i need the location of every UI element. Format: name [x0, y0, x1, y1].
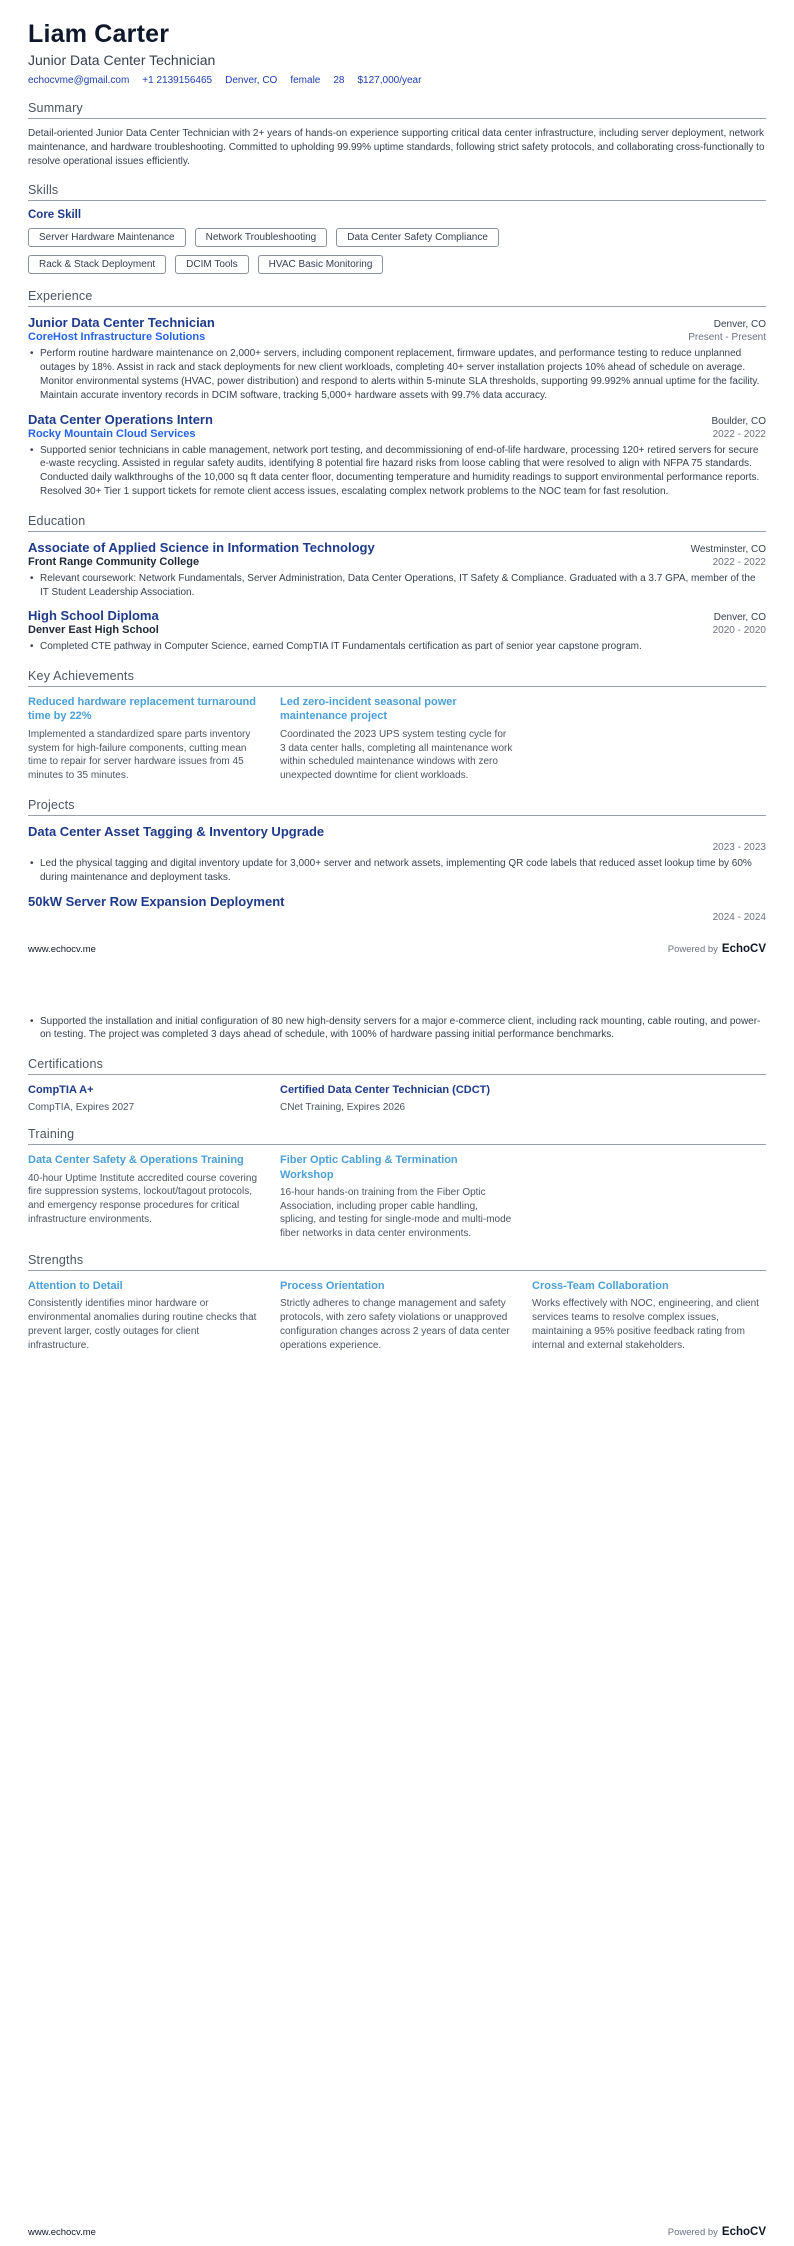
training-item — [28, 1153, 262, 1241]
project-bullets-continued — [28, 1015, 766, 1046]
echocv-brand[interactable]: EchoCV — [721, 2226, 766, 2238]
experience-entry — [28, 315, 766, 402]
training-text: 16-hour hands-on training from the Fiber Optic Association, including proper cable handling, splicing, and testing for single-mode and multi-mode fiber networks in data center environments. — [280, 1186, 512, 1240]
achievement-item — [280, 695, 514, 783]
footer-website-link[interactable]: www.echocv.me — [28, 2227, 96, 2238]
key-achievements-grid — [28, 695, 766, 783]
strength-title: Attention to Detail — [28, 1280, 123, 1292]
powered-by-label: Powered by — [667, 2227, 718, 2238]
section-skills — [28, 183, 766, 274]
resume-page-2 — [0, 959, 794, 2246]
experience-heading: Experience — [28, 289, 766, 307]
school-row — [28, 623, 766, 636]
skill-tag: Network Troubleshooting — [195, 228, 328, 247]
education-entry — [28, 608, 766, 654]
skill-tag: DCIM Tools — [175, 255, 249, 274]
strength-text: Works effectively with NOC, engineering, and client services teams to resolve complex issues, maintaining a 95% positive feedback rating from internal and external stakeholders. — [532, 1298, 759, 1351]
skill-tag: Data Center Safety Compliance — [336, 228, 499, 247]
degree-title: Associate of Applied Science in Information Technology — [28, 539, 375, 555]
achievement-title: Reduced hardware replacement turnaround time by 22% — [28, 696, 256, 723]
education-bullets — [28, 640, 766, 654]
job-dates: Present - Present — [688, 332, 766, 344]
strength-title: Process Orientation — [280, 1280, 385, 1292]
resume-page-1 — [0, 0, 794, 959]
job-bullets — [28, 444, 766, 499]
certifications-heading: Certifications — [28, 1057, 766, 1075]
section-summary — [28, 101, 766, 168]
training-grid — [28, 1153, 766, 1241]
strength-text: Strictly adheres to change management and safety protocols, with zero safety violations or unapproved configuration changes across 2 years of data center operations experience. — [280, 1298, 510, 1351]
skill-tag: Rack & Stack Deployment — [28, 255, 166, 274]
achievement-item — [28, 695, 262, 783]
strength-title: Cross-Team Collaboration — [532, 1280, 669, 1292]
school-row — [28, 555, 766, 568]
school-name: Denver East High School — [28, 624, 159, 637]
degree-row — [28, 608, 766, 623]
education-bullets — [28, 572, 766, 600]
strength-item — [280, 1279, 514, 1352]
job-location: Denver, CO — [713, 319, 766, 331]
company-name: Rocky Mountain Cloud Services — [28, 427, 196, 440]
section-strengths — [28, 1241, 766, 1352]
page-footer — [28, 2226, 766, 2238]
footer-brand-group — [668, 943, 766, 955]
experience-entry — [28, 412, 766, 499]
education-bullet: • Relevant coursework: Network Fundamentals, Server Administration, Data Center Operations, IT Safety & Compliance. Graduated with a 3.7 GPA, member of the IT Student Leadership Association. — [28, 572, 766, 600]
contact-salary: $127,000/year — [357, 75, 422, 86]
project-dates: 2024 - 2024 — [712, 911, 766, 923]
certification-issuer: CompTIA, Expires 2027 — [28, 1102, 135, 1114]
company-row — [28, 427, 766, 440]
degree-row — [28, 540, 766, 555]
job-bullets — [28, 347, 766, 402]
training-title: Data Center Safety & Operations Training — [28, 1154, 244, 1167]
footer-website-link[interactable]: www.echocv.me — [28, 943, 96, 955]
strength-item — [532, 1279, 766, 1352]
certifications-grid — [28, 1083, 766, 1115]
project-entry — [28, 894, 766, 923]
job-title-row — [28, 412, 766, 427]
project-dates: 2023 - 2023 — [712, 841, 766, 853]
strengths-grid — [28, 1279, 766, 1352]
section-experience — [28, 289, 766, 498]
school-name: Front Range Community College — [28, 555, 200, 568]
section-training — [28, 1115, 766, 1241]
job-location: Boulder, CO — [711, 415, 766, 427]
footer-brand-group — [668, 2226, 766, 2238]
job-dates: 2022 - 2022 — [712, 428, 766, 440]
company-name: CoreHost Infrastructure Solutions — [28, 331, 206, 344]
education-bullet: • Completed CTE pathway in Computer Science, earned CompTIA IT Fundamentals certification as part of senior year capstone program. — [28, 640, 766, 654]
certification-item — [280, 1083, 514, 1115]
section-key-achievements — [28, 669, 766, 783]
summary-heading: Summary — [28, 101, 766, 119]
contact-email[interactable]: echocvme@gmail.com — [28, 75, 130, 86]
contact-age: 28 — [333, 75, 345, 86]
candidate-title: Junior Data Center Technician — [28, 52, 216, 68]
page-footer — [28, 943, 766, 959]
project-entry — [28, 824, 766, 885]
school-location: Denver, CO — [713, 612, 766, 624]
contact-row — [28, 75, 766, 86]
school-location: Westminster, CO — [690, 543, 766, 555]
key-achievements-heading: Key Achievements — [28, 669, 766, 687]
skills-heading: Skills — [28, 183, 766, 201]
section-education — [28, 514, 766, 654]
job-title: Data Center Operations Intern — [28, 411, 213, 427]
degree-title: High School Diploma — [28, 608, 159, 624]
strength-item — [28, 1279, 262, 1352]
echocv-brand[interactable]: EchoCV — [721, 942, 766, 955]
job-title-row — [28, 315, 766, 330]
certification-item — [28, 1083, 262, 1115]
education-heading: Education — [28, 514, 766, 532]
training-title: Fiber Optic Cabling & Termination Workshop — [280, 1154, 458, 1181]
resume-header — [28, 20, 766, 86]
achievement-text: Implemented a standardized spare parts inventory system for high-failure components, cutting mean time to repair for server hardware issues from 45 minutes to 35 minutes. — [28, 728, 251, 782]
training-item — [280, 1153, 514, 1241]
job-bullet: • Supported senior technicians in cable management, network port testing, and decommissioning of end-of-life hardware, processing 120+ retired servers for secure e-waste recycling. Assisted in regular safety audits, identifying 8 potential fire hazard risks from loose cabling that were resolved to align with NFPA 75 standards. Conducted daily walkthroughs of the 10,000 sq ft data center floor, documenting temperature and humidity readings to support environmental performance reports. Resolved 30+ Tier 1 support tickets for remote client access issues, escalating complex network problems to the NOC team for fast resolution. — [28, 444, 766, 499]
skill-group-label: Core Skill — [28, 209, 82, 222]
skill-tag-row — [28, 228, 766, 247]
training-heading: Training — [28, 1127, 766, 1145]
project-bullet: • Led the physical tagging and digital inventory update for 3,000+ server and network assets, implementing QR code labels that reduced asset lookup time by 60% during maintenance and deployment tasks. — [28, 857, 766, 885]
contact-location: Denver, CO — [225, 75, 278, 86]
contact-phone: +1 2139156465 — [142, 75, 213, 86]
certification-title: CompTIA A+ — [28, 1084, 94, 1097]
education-dates: 2022 - 2022 — [712, 556, 766, 568]
certification-title: Certified Data Center Technician (CDCT) — [280, 1084, 491, 1097]
training-text: 40-hour Uptime Institute accredited course covering fire suppression systems, lockout/tagout protocols, and emergency response procedures for critical infrastructure environments. — [28, 1172, 258, 1225]
strengths-heading: Strengths — [28, 1253, 766, 1271]
job-bullet: • Perform routine hardware maintenance on 2,000+ servers, including component replacement, firmware updates, and performance testing to reduce unplanned outages by 18%. Assist in rack and stack deployments for new client workloads, completing 40+ server installation projects 10% ahead of schedule on average. Monitor environmental systems (HVAC, power distribution) and respond to alerts within 5-minute SLA thresholds, supporting 99.992% annual uptime for the facility. Maintain accurate inventory records in DCIM software, tracking 5,000+ hardware assets with 99.7% data accuracy. — [28, 347, 766, 402]
powered-by-label: Powered by — [667, 943, 718, 955]
skill-tag-row — [28, 255, 766, 274]
contact-gender: female — [290, 75, 321, 86]
company-row — [28, 330, 766, 343]
achievement-title: Led zero-incident seasonal power maintenance project — [280, 696, 457, 723]
projects-heading: Projects — [28, 798, 766, 816]
achievement-text: Coordinated the 2023 UPS system testing cycle for 3 data center halls, completing all maintenance work within scheduled maintenance windows with zero unexpected downtime for client workloads. — [280, 728, 513, 782]
strength-text: Consistently identifies minor hardware or environmental anomalies during routine checks that prevent larger, costly outages for client infrastructure. — [28, 1298, 257, 1351]
certification-issuer: CNet Training, Expires 2026 — [280, 1102, 406, 1114]
summary-text: Detail-oriented Junior Data Center Technician with 2+ years of hands-on experience supporting critical data center infrastructure, including server deployment, network maintenance, and hardware troubleshooting. Committed to upholding 99.99% uptime standards, following strict safety protocols, and collaborating cross-functionally to resolve operational issues efficiently. — [28, 128, 765, 167]
project-bullets — [28, 857, 766, 885]
skill-tag: HVAC Basic Monitoring — [258, 255, 384, 274]
education-entry — [28, 540, 766, 600]
education-dates: 2020 - 2020 — [712, 625, 766, 637]
project-bullet: • Supported the installation and initial configuration of 80 new high-density servers for a major e-commerce client, including rack mounting, cable routing, and power-on testing. The project was completed 3 days ahead of schedule, with 100% of hardware passing initial performance benchmarks. — [28, 1015, 766, 1043]
project-title: Data Center Asset Tagging & Inventory Upgrade — [28, 823, 325, 839]
section-projects — [28, 798, 766, 923]
skill-tag: Server Hardware Maintenance — [28, 228, 186, 247]
candidate-name: Liam Carter — [28, 20, 170, 48]
section-certifications — [28, 1045, 766, 1115]
job-title: Junior Data Center Technician — [28, 315, 215, 331]
project-title: 50kW Server Row Expansion Deployment — [28, 893, 285, 909]
